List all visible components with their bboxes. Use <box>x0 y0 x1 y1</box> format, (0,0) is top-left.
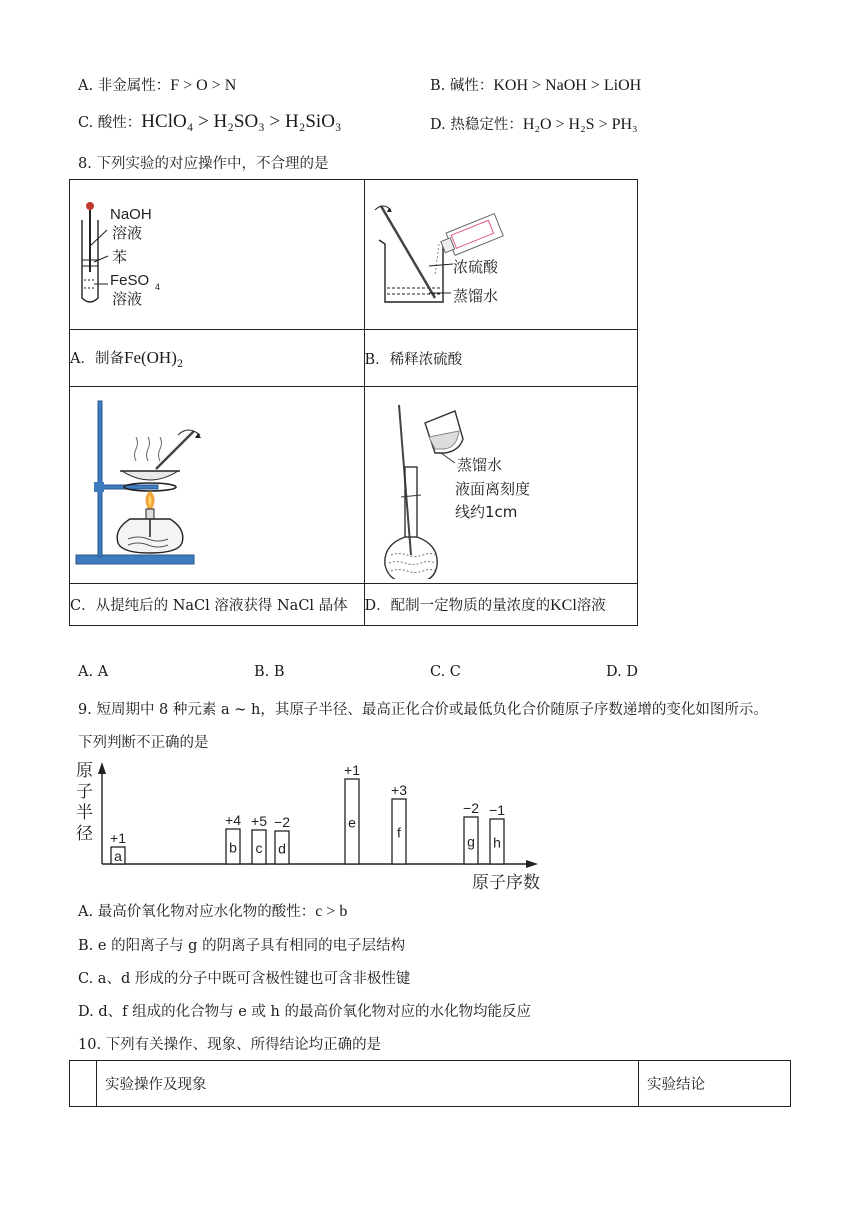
valence-label-g: −2 <box>463 800 479 816</box>
q10-header-empty <box>70 1061 97 1107</box>
caption-a-subscript: 2 <box>176 358 184 370</box>
q7-option-b <box>430 74 641 95</box>
q9-option-a-text: A. 最高价氧化物对应水化物的酸性： <box>78 904 316 920</box>
label-distilled-water: 蒸馏水 <box>452 287 498 305</box>
valence-label-c: +5 <box>251 813 267 829</box>
q10-table <box>69 1060 791 1107</box>
label-distilled-water-d: 蒸馏水 <box>456 456 502 474</box>
caption-b: B．稀释浓硫酸 <box>364 330 638 387</box>
label-feso4-solution: 溶液 <box>112 290 143 308</box>
bar-label-h: h <box>493 834 501 851</box>
q7-option-c-label: C. 酸性： <box>78 115 142 131</box>
y-axis-label-1: 原 <box>76 761 93 781</box>
bar-label-g: g <box>467 833 475 850</box>
valence-label-a: +1 <box>110 830 126 846</box>
bar-label-b: b <box>229 839 237 856</box>
figure-d-volumetric-flask <box>365 387 636 579</box>
q8-answer-d: D. D <box>606 664 638 680</box>
bars-group <box>110 762 505 864</box>
caption-a-formula: Fe(OH) <box>123 347 177 367</box>
x-axis-arrow <box>526 860 538 868</box>
caption-c: C．从提纯后的 NaCl 溶液获得 NaCl 晶体 <box>70 584 365 626</box>
x-axis-label: 原子序数 <box>472 873 540 892</box>
q10-stem: 10. 下列有关操作、现象、所得结论均正确的是 <box>78 1037 382 1053</box>
label-naoh-solution: 溶液 <box>112 224 143 242</box>
q9-option-a <box>78 900 347 921</box>
valence-label-d: −2 <box>274 814 290 830</box>
valence-label-b: +4 <box>225 812 241 828</box>
q7-option-a <box>78 74 236 95</box>
y-axis-label-2: 子 <box>76 782 93 802</box>
caption-d <box>364 584 638 626</box>
figure-a-cell <box>70 180 365 330</box>
q9-option-d: D. d、f 组成的化合物与 e 或 h 的最高价氧化物对应的水化物均能反应 <box>78 1004 531 1020</box>
q8-figure-table <box>69 179 638 626</box>
label-concentrated-acid: 浓硫酸 <box>452 258 498 276</box>
bar-label-d: d <box>278 840 286 857</box>
figure-b-cell <box>364 180 638 330</box>
label-naoh: NaOH <box>110 206 152 223</box>
figure-c-cell <box>70 387 365 584</box>
q9-chart <box>70 756 570 892</box>
bar-label-f: f <box>397 824 401 841</box>
caption-d-text: D．配制一定物质的量浓度的 <box>364 598 551 614</box>
q7-option-d-label: D. 热稳定性： <box>430 117 523 133</box>
caption-d-suffix: 溶液 <box>576 598 606 614</box>
bar-label-c: c <box>255 840 263 856</box>
q7-option-d-math: H₂O > H₂S > PH₃ <box>522 116 638 133</box>
figure-d-cell <box>364 387 638 584</box>
label-distance-line1: 液面离刻度 <box>454 480 530 498</box>
q9-option-c: C. a、d 形成的分子中既可含极性键也可含非极性键 <box>78 971 411 987</box>
figure-a-test-tube <box>70 180 362 325</box>
y-axis-label-3: 半 <box>76 803 93 823</box>
figure-c-evaporation <box>70 387 362 579</box>
q9-option-a-math: c > b <box>315 903 348 920</box>
bar-label-a: a <box>114 848 122 864</box>
figure-b-beaker <box>365 180 636 325</box>
bar-label-e: e <box>348 814 356 831</box>
q9-stem: 9. 短周期中 8 种元素 a ~ h，其原子半径、最高正化合价或最低负化合价随原子序数递增的变化如图所示。 <box>78 702 768 718</box>
valence-label-e: +1 <box>344 762 360 778</box>
caption-a-text: A．制备 <box>70 350 124 367</box>
label-feso4: FeSO <box>110 272 150 289</box>
q10-header-operation: 实验操作及现象 <box>97 1061 639 1107</box>
q9-stem-continued: 下列判断不正确的是 <box>78 735 209 751</box>
q8-answer-b: B. B <box>254 664 285 680</box>
valence-label-f: +3 <box>391 782 407 798</box>
q7-option-c-math: HClO₄ > H₂SO₃ > H₂SiO₃ <box>141 111 342 132</box>
q7-option-b-label: B. 碱性： <box>430 78 494 94</box>
y-axis-arrow <box>98 762 106 774</box>
valence-label-h: −1 <box>489 802 505 818</box>
q8-answer-a: A. A <box>78 664 109 680</box>
q8-stem: 8. 下列实验的对应操作中，不合理的是 <box>78 156 329 172</box>
q9-option-b: B. e 的阳离子与 g 的阴离子具有相同的电子层结构 <box>78 938 406 954</box>
q7-option-b-math: KOH > NaOH > LiOH <box>493 77 642 94</box>
q7-option-a-label: A. 非金属性： <box>78 78 171 94</box>
label-benzene: 苯 <box>112 248 128 266</box>
q10-header-conclusion: 实验结论 <box>639 1061 791 1107</box>
q8-answer-c: C. C <box>430 664 461 680</box>
y-axis-label-4: 径 <box>76 824 93 844</box>
label-distance-line2: 线约1cm <box>454 503 517 521</box>
q7-option-a-math: F > O > N <box>170 77 237 94</box>
caption-a <box>70 330 365 387</box>
q7-option-d <box>430 113 638 134</box>
caption-d-formula: KCl <box>550 597 577 614</box>
label-feso4-subscript: 4 <box>155 282 161 292</box>
q7-option-c <box>78 111 342 133</box>
